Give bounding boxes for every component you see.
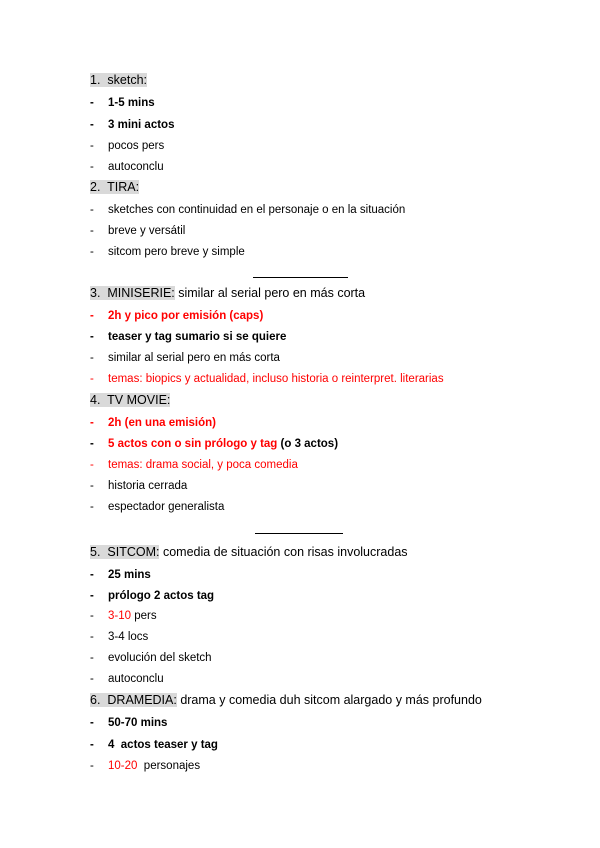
bullet-dash: -	[90, 161, 94, 173]
section-number: 1.	[90, 73, 101, 87]
bullet-dash: -	[90, 140, 94, 152]
list-item-text: 25 mins	[108, 569, 151, 581]
list-item-text: teaser y tag sumario si se quiere	[108, 331, 287, 343]
list-item-text: 3-4 locs	[108, 631, 149, 643]
bullet-dash: -	[90, 352, 94, 364]
section-heading-dramedia	[90, 692, 482, 708]
bullet-dash: -	[90, 204, 94, 216]
section-number: 6.	[90, 693, 101, 707]
list-item-text: pocos pers	[108, 140, 165, 152]
section-number: 2.	[90, 180, 101, 194]
list-item-text: 3-10	[108, 610, 132, 622]
bullet-dash: -	[90, 459, 94, 471]
list-item-text: 2h (en una emisión)	[108, 417, 216, 429]
list-item-text: temas: drama social, y poca comedia	[108, 459, 298, 471]
list-item-text: 2h y pico por emisión (caps)	[108, 310, 264, 322]
list-item-text: sketches con continuidad en el personaje o en la situación	[108, 204, 406, 216]
list-item-text: 50-70 mins	[108, 717, 168, 729]
list-item-text: sitcom pero breve y simple	[108, 246, 245, 258]
section-heading-miniserie	[90, 285, 365, 301]
section-description: comedia de situación con risas involucradas	[159, 545, 408, 559]
bullet-dash: -	[90, 717, 94, 729]
section-number: 3.	[90, 286, 101, 300]
list-item-text-extra: pers	[131, 610, 157, 622]
section-heading-tira	[90, 179, 139, 195]
separator-line	[255, 533, 343, 534]
list-item-text: historia cerrada	[108, 480, 188, 492]
list-item-text: 3 mini actos	[108, 119, 175, 131]
section-number: 4.	[90, 393, 101, 407]
section-heading-tv-movie	[90, 392, 170, 408]
bullet-dash: -	[90, 373, 94, 385]
list-item-text: prólogo 2 actos tag	[108, 590, 215, 602]
bullet-dash: -	[90, 97, 94, 109]
list-item-text-extra: (o 3 actos)	[277, 438, 339, 450]
section-description: similar al serial pero en más corta	[174, 286, 366, 300]
bullet-dash: -	[90, 760, 94, 772]
bullet-dash: -	[90, 331, 94, 343]
list-item-text: similar al serial pero en más corta	[108, 352, 280, 364]
section-heading-sitcom	[90, 544, 408, 560]
list-item-text: 5 actos con o sin prólogo y tag	[108, 438, 278, 450]
bullet-dash: -	[90, 480, 94, 492]
separator-line	[253, 277, 348, 278]
bullet-dash: -	[90, 610, 94, 622]
section-heading-sketch	[90, 72, 147, 88]
section-title: DRAMEDIA:	[107, 693, 177, 707]
list-item-text: temas: biopics y actualidad, incluso historia o reinterpret. literarias	[108, 373, 444, 385]
bullet-dash: -	[90, 225, 94, 237]
section-title: TIRA:	[107, 180, 140, 194]
bullet-dash: -	[90, 310, 94, 322]
section-number: 5.	[90, 545, 101, 559]
list-item-text: breve y versátil	[108, 225, 186, 237]
bullet-dash: -	[90, 417, 94, 429]
section-title: TV MOVIE:	[107, 393, 171, 407]
list-item-text-extra: personajes	[137, 760, 201, 772]
list-item-text: 4 actos teaser y tag	[108, 739, 218, 751]
bullet-dash: -	[90, 673, 94, 685]
list-item-text: autoconclu	[108, 673, 164, 685]
bullet-dash: -	[90, 246, 94, 258]
section-description: drama y comedia duh sitcom alargado y más profundo	[176, 693, 482, 707]
bullet-dash: -	[90, 501, 94, 513]
bullet-dash: -	[90, 631, 94, 643]
section-title: SITCOM:	[107, 545, 160, 559]
section-title: sketch:	[107, 73, 147, 87]
list-item-text: espectador generalista	[108, 501, 225, 513]
list-item-text: 10-20	[108, 760, 138, 772]
bullet-dash: -	[90, 438, 94, 450]
list-item-text: autoconclu	[108, 161, 164, 173]
list-item-text: 1-5 mins	[108, 97, 155, 109]
bullet-dash: -	[90, 569, 94, 581]
section-title: MINISERIE:	[107, 286, 175, 300]
bullet-dash: -	[90, 739, 94, 751]
bullet-dash: -	[90, 652, 94, 664]
bullet-dash: -	[90, 119, 94, 131]
list-item-text: evolución del sketch	[108, 652, 212, 664]
bullet-dash: -	[90, 590, 94, 602]
